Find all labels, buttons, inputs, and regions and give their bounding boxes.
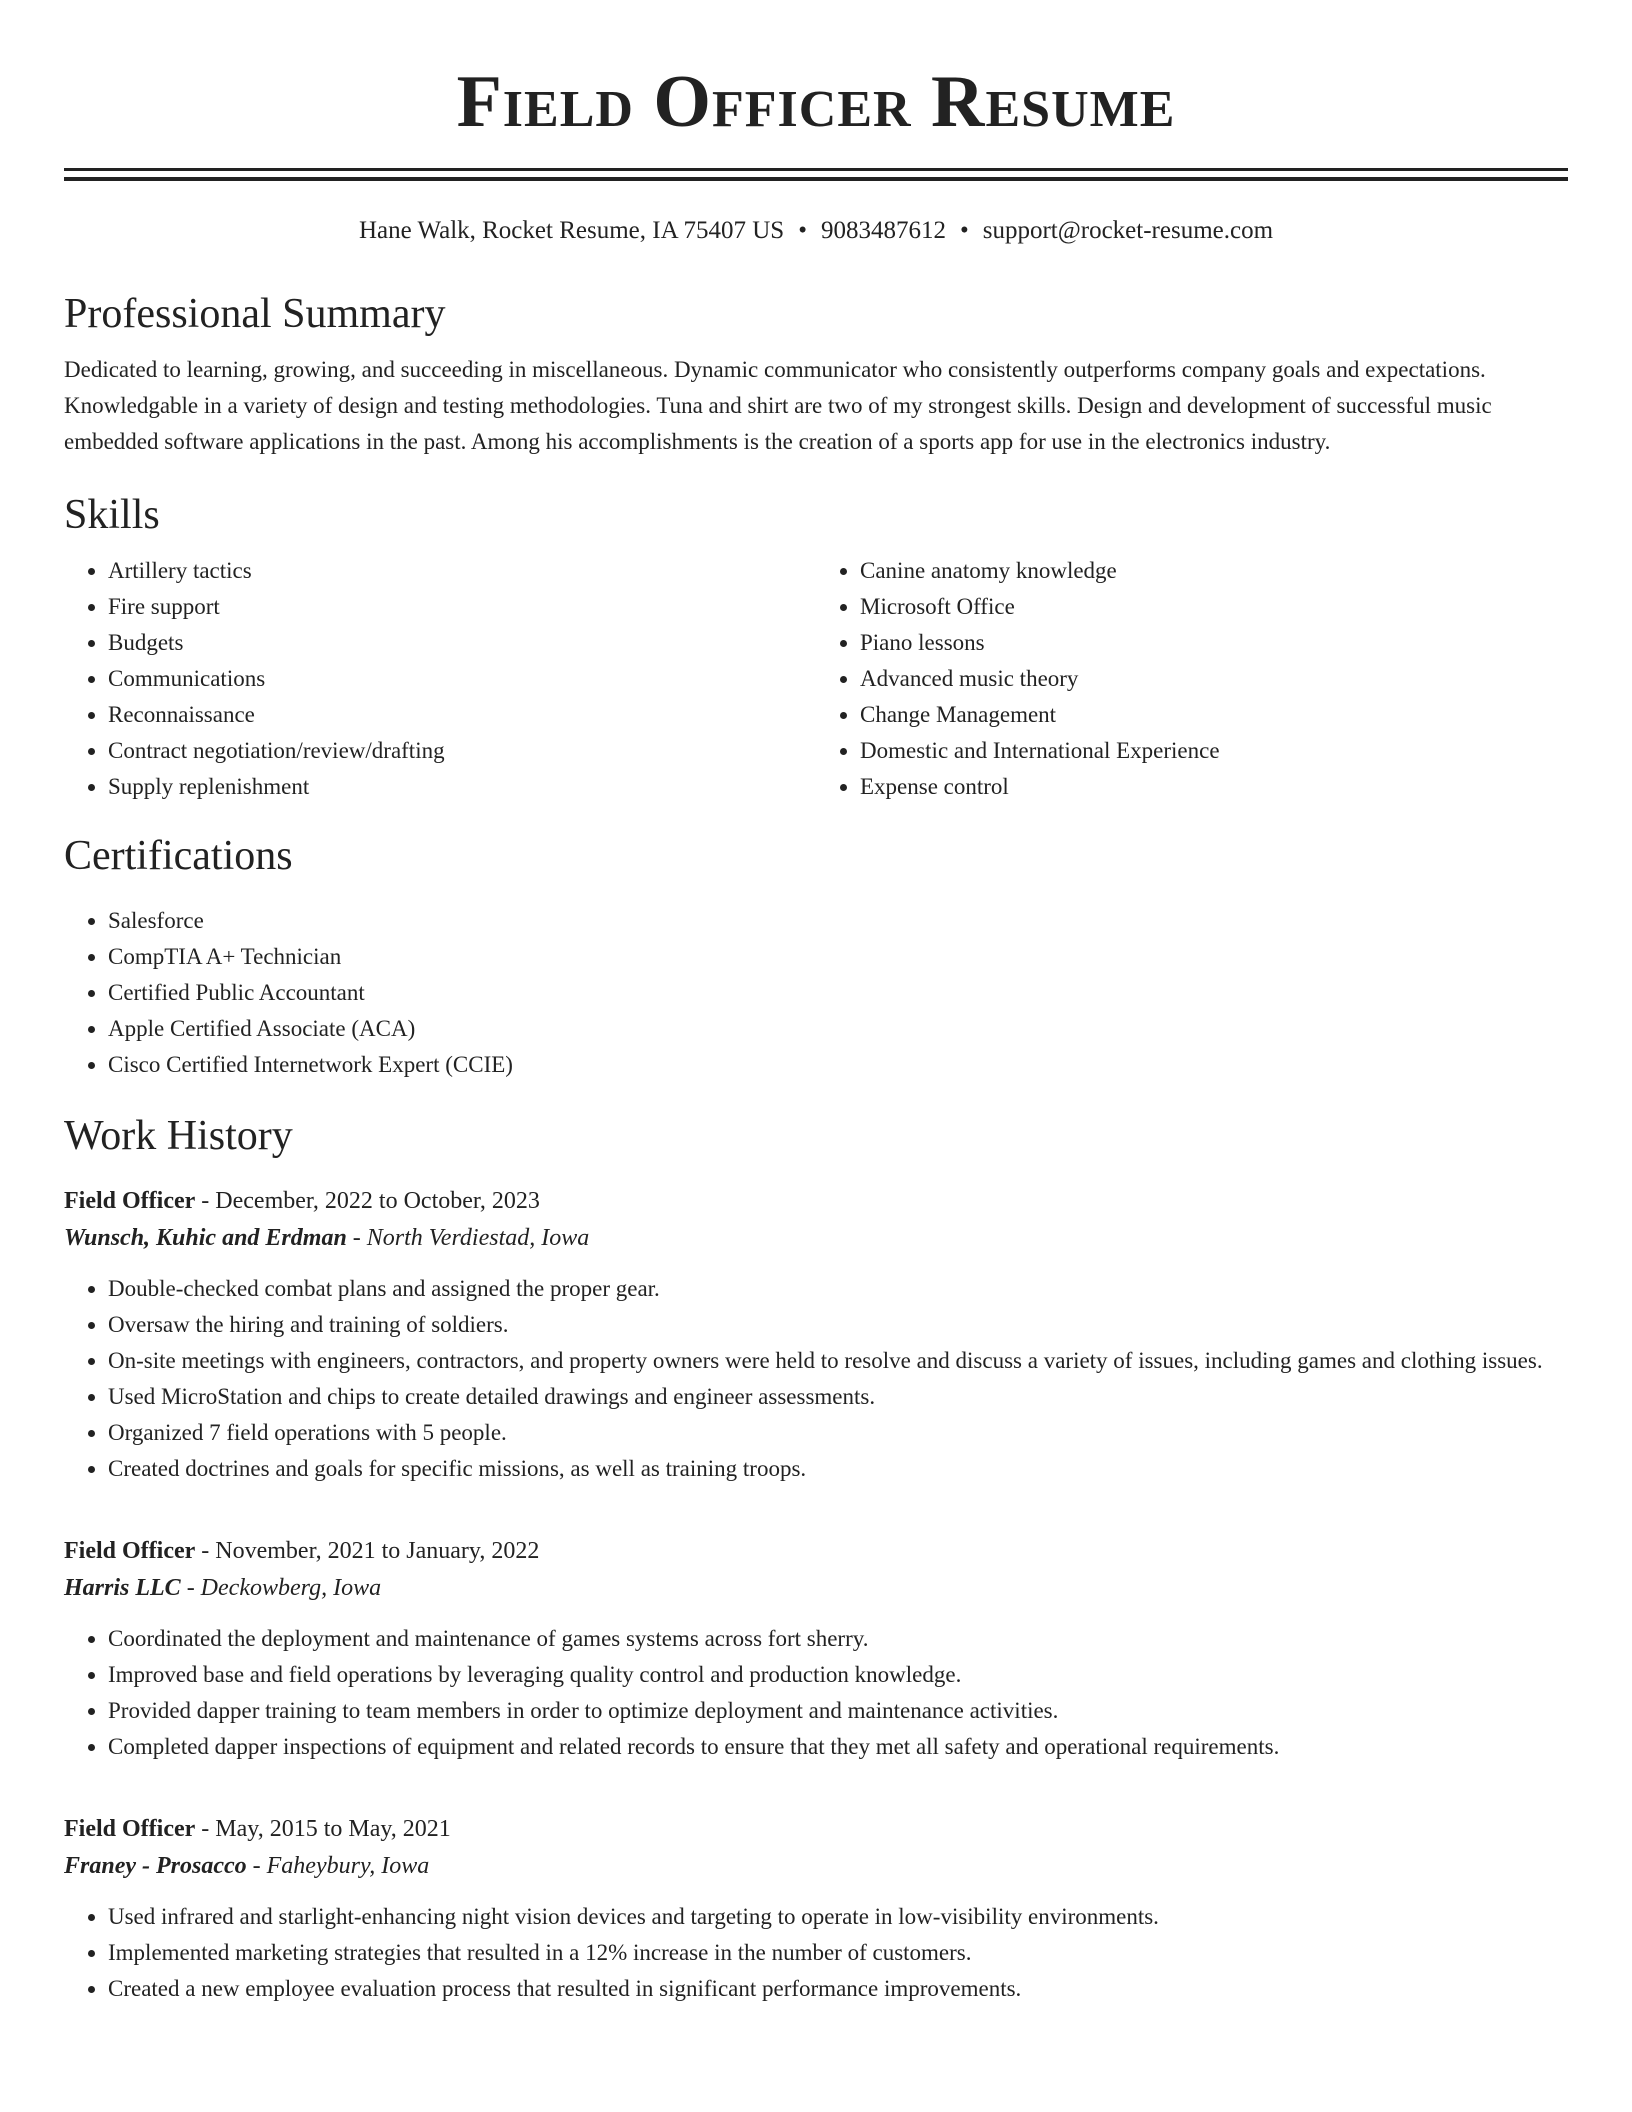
job-location: - Deckowberg, Iowa <box>180 1575 382 1601</box>
job-bullet: • On-site meetings with engineers, contractors, and property owners were held to resolve and discuss a variety of issues, including games and clothing issues. <box>108 1343 1568 1379</box>
work-history-section <box>64 1111 1568 2007</box>
job-bullet: • Improved base and field operations by leveraging quality control and production knowledge. <box>108 1657 1568 1693</box>
title-rule-bottom <box>64 177 1568 181</box>
contact-phone: 9083487612 <box>820 217 946 244</box>
contact-line <box>64 215 1568 247</box>
job-dates: - November, 2021 to January, 2022 <box>195 1538 540 1564</box>
summary-heading: Professional Summary <box>64 291 446 337</box>
job-company-line <box>64 1219 1568 1257</box>
job-bullet: • Created doctrines and goals for specific missions, as well as training troops. <box>108 1451 1568 1487</box>
skill-item: • Canine anatomy knowledge <box>860 553 1568 589</box>
certifications-section <box>64 831 1568 1083</box>
contact-email: support@rocket-resume.com <box>982 217 1274 244</box>
skills-columns <box>64 553 1568 805</box>
job-entry <box>64 1183 1568 1487</box>
job-title: Field Officer <box>64 1538 196 1564</box>
job-title-line <box>64 1183 1568 1219</box>
job-dates: - May, 2015 to May, 2021 <box>195 1816 451 1842</box>
job-company: Harris LLC <box>64 1575 181 1601</box>
job-company-line <box>64 1847 1568 1885</box>
resume-title: Field Officer Resume <box>456 61 1176 143</box>
certification-item: • CompTIA A+ Technician <box>108 939 1568 975</box>
title-rule-top <box>64 168 1568 171</box>
certifications-heading: Certifications <box>64 833 293 879</box>
job-bullet: • Coordinated the deployment and maintenance of games systems across fort sherry. <box>108 1621 1568 1657</box>
job-company: Wunsch, Kuhic and Erdman <box>64 1225 347 1251</box>
skill-item: • Piano lessons <box>860 625 1568 661</box>
skill-item: • Advanced music theory <box>860 661 1568 697</box>
job-location: - Faheybury, Iowa <box>246 1853 430 1879</box>
skills-section <box>64 490 1568 805</box>
job-bullet: • Used MicroStation and chips to create detailed drawings and engineer assessments. <box>108 1379 1568 1415</box>
skill-item: • Change Management <box>860 697 1568 733</box>
job-title-line <box>64 1533 1568 1569</box>
job-title: Field Officer <box>64 1816 196 1842</box>
job-title-line <box>64 1811 1568 1847</box>
skills-heading: Skills <box>64 492 160 538</box>
job-location: - North Verdiestad, Iowa <box>346 1225 590 1251</box>
skill-item: • Contract negotiation/review/drafting <box>108 733 816 769</box>
contact-address: Hane Walk, Rocket Resume, IA 75407 US <box>358 217 785 244</box>
job-company: Franey - Prosacco <box>64 1853 247 1879</box>
skill-item: • Expense control <box>860 769 1568 805</box>
job-company-line <box>64 1569 1568 1607</box>
certifications-list <box>64 903 1568 1083</box>
job-bullets <box>64 1621 1568 1765</box>
summary-section <box>64 289 1568 460</box>
skill-item: • Artillery tactics <box>108 553 816 589</box>
skill-item: • Budgets <box>108 625 816 661</box>
skills-list-left <box>64 553 816 805</box>
job-entry <box>64 1811 1568 2007</box>
work-history-heading: Work History <box>64 1113 293 1159</box>
job-bullet: • Organized 7 field operations with 5 people. <box>108 1415 1568 1451</box>
contact-separator: • <box>959 217 969 244</box>
skill-item: • Reconnaissance <box>108 697 816 733</box>
skill-item: • Domestic and International Experience <box>860 733 1568 769</box>
skill-item: • Supply replenishment <box>108 769 816 805</box>
job-bullet: • Used infrared and starlight-enhancing night vision devices and targeting to operate in low-visibility environments. <box>108 1899 1568 1935</box>
job-bullets <box>64 1899 1568 2007</box>
skill-item: • Microsoft Office <box>860 589 1568 625</box>
job-bullet: • Oversaw the hiring and training of soldiers. <box>108 1307 1568 1343</box>
certification-item: • Certified Public Accountant <box>108 975 1568 1011</box>
job-bullet: • Double-checked combat plans and assigned the proper gear. <box>108 1271 1568 1307</box>
summary-text: Dedicated to learning, growing, and succeeding in miscellaneous. Dynamic communicator who consistently outperforms company goals and expectations. Knowledgable in a variety of design and testing methodologies. Tuna and shirt are two of my strongest skills. Design and development of successful music embedded software applications in the past. Among his accomplishments is the creation of a sports app for use in the electronics industry. <box>64 357 1492 454</box>
certification-item: • Cisco Certified Internetwork Expert (CCIE) <box>108 1047 1568 1083</box>
certification-item: • Salesforce <box>108 903 1568 939</box>
job-bullet: • Implemented marketing strategies that resulted in a 12% increase in the number of customers. <box>108 1935 1568 1971</box>
skill-item: • Fire support <box>108 589 816 625</box>
job-title: Field Officer <box>64 1188 196 1214</box>
resume-page <box>64 0 1568 2007</box>
job-bullet: • Provided dapper training to team members in order to optimize deployment and maintenance activities. <box>108 1693 1568 1729</box>
skill-item: • Communications <box>108 661 816 697</box>
job-entry <box>64 1533 1568 1765</box>
job-bullets <box>64 1271 1568 1487</box>
certification-item: • Apple Certified Associate (ACA) <box>108 1011 1568 1047</box>
contact-separator: • <box>798 217 807 244</box>
job-dates: - December, 2022 to October, 2023 <box>195 1188 540 1214</box>
job-bullet: • Created a new employee evaluation process that resulted in significant performance improvements. <box>108 1971 1568 2007</box>
skills-list-right <box>816 553 1568 805</box>
job-bullet: • Completed dapper inspections of equipment and related records to ensure that they met all safety and operational requirements. <box>108 1729 1568 1765</box>
